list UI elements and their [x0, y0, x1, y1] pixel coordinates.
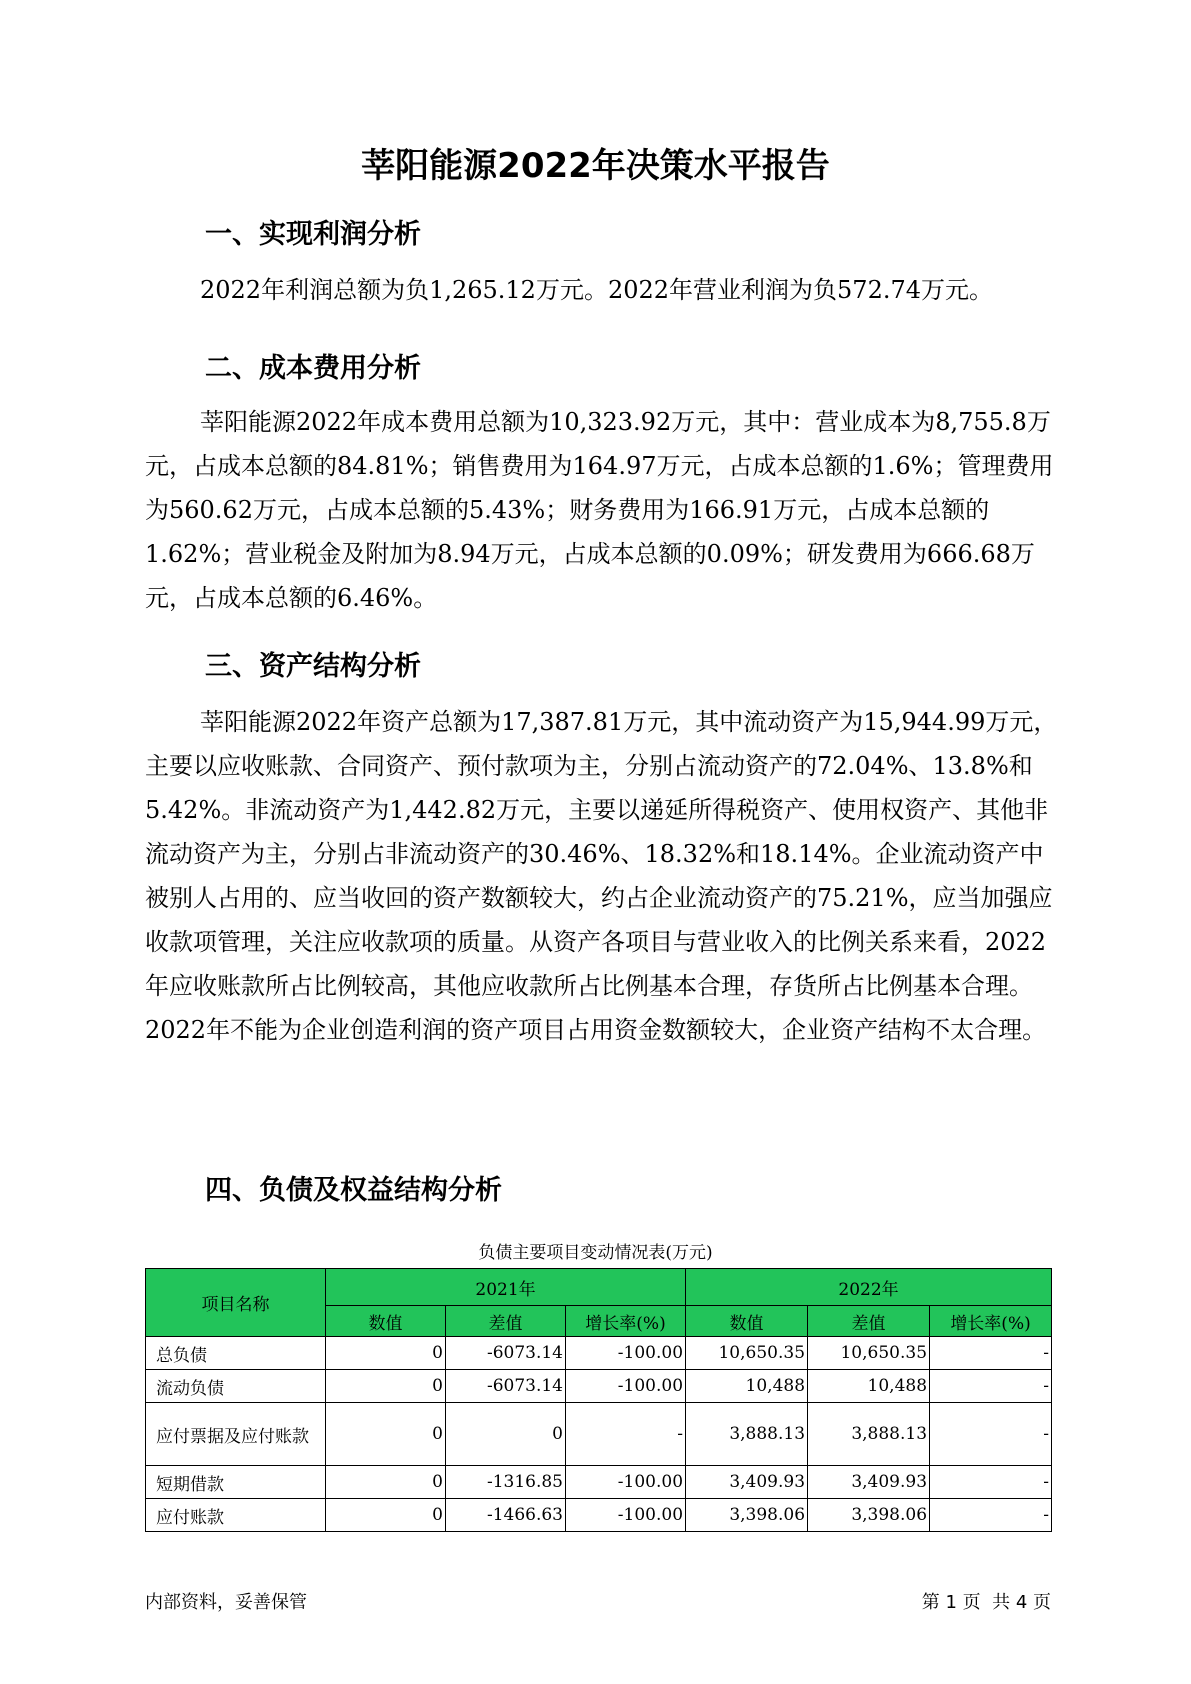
- cell: 10,488: [686, 1370, 808, 1403]
- cell: -100.00: [566, 1370, 686, 1403]
- cell: 10,650.35: [686, 1337, 808, 1370]
- cell: -100.00: [566, 1466, 686, 1499]
- cell: 3,888.13: [686, 1403, 808, 1466]
- section-paragraph-profit: 2022年利润总额为负1,265.12万元。2022年营业利润为负572.74万元。: [200, 276, 994, 304]
- cell: -6073.14: [446, 1370, 566, 1403]
- cell: 3,398.06: [686, 1499, 808, 1532]
- section-heading-liabilities: 四、负债及权益结构分析: [205, 1175, 502, 1206]
- section-paragraph-cost: 莘阳能源2022年成本费用总额为10,323.92万元，其中：营业成本为8,755.8万元，占成本总额的84.81%；销售费用为164.97万元，占成本总额的1.6%；管理费用为560.62万元，占成本总额的5.43%；财务费用为166.91万元，占成本总额的1.62%；营业税金及附加为8.94万元，占成本总额的0.09%；研发费用为666.68万元，占成本总额的6.46%。: [145, 408, 1054, 612]
- cell: -: [566, 1403, 686, 1466]
- table-caption: 负债主要项目变动情况表(万元): [478, 1243, 713, 1263]
- cell: -1466.63: [446, 1499, 566, 1532]
- table-header-year-2021: 2021年: [326, 1269, 686, 1306]
- cell: 0: [326, 1403, 446, 1466]
- table-row: [146, 1403, 1052, 1466]
- row-name: 应付账款: [146, 1499, 326, 1532]
- cell: 3,888.13: [808, 1403, 930, 1466]
- table-row: [146, 1466, 1052, 1499]
- table-subheader-growth-2022: 增长率(%): [930, 1306, 1052, 1337]
- section-heading-cost: 二、成本费用分析: [205, 353, 421, 384]
- cell: -1316.85: [446, 1466, 566, 1499]
- row-name: 总负债: [146, 1337, 326, 1370]
- table-subheader-diff-2021: 差值: [446, 1306, 566, 1337]
- cell: 3,409.93: [808, 1466, 930, 1499]
- section-heading-profit: 一、实现利润分析: [205, 219, 421, 250]
- cell: -: [930, 1370, 1052, 1403]
- liabilities-table: [145, 1268, 1052, 1532]
- cell: -: [930, 1337, 1052, 1370]
- table-row: [146, 1370, 1052, 1403]
- cell: -: [930, 1466, 1052, 1499]
- table-subheader-growth-2021: 增长率(%): [566, 1306, 686, 1337]
- row-name: 短期借款: [146, 1466, 326, 1499]
- cell: 10,650.35: [808, 1337, 930, 1370]
- cell: 10,488: [808, 1370, 930, 1403]
- row-name: 流动负债: [146, 1370, 326, 1403]
- cell: 0: [326, 1466, 446, 1499]
- table-row: [146, 1499, 1052, 1532]
- section-heading-assets: 三、资产结构分析: [205, 651, 421, 682]
- cell: 0: [326, 1370, 446, 1403]
- table-header-item: 项目名称: [146, 1269, 326, 1337]
- cell: -6073.14: [446, 1337, 566, 1370]
- cell: 0: [326, 1337, 446, 1370]
- footer-page-number: 第 1 页 共 4 页: [921, 1592, 1051, 1613]
- cell: 3,409.93: [686, 1466, 808, 1499]
- cell: -100.00: [566, 1499, 686, 1532]
- cell: 3,398.06: [808, 1499, 930, 1532]
- table-header-year-2022: 2022年: [686, 1269, 1052, 1306]
- row-name: 应付票据及应付账款: [146, 1403, 326, 1466]
- cell: -: [930, 1403, 1052, 1466]
- report-title: 莘阳能源2022年决策水平报告: [361, 146, 830, 186]
- cell: -: [930, 1499, 1052, 1532]
- table-subheader-value-2022: 数值: [686, 1306, 808, 1337]
- cell: -100.00: [566, 1337, 686, 1370]
- section-paragraph-assets: 莘阳能源2022年资产总额为17,387.81万元，其中流动资产为15,944.99万元，主要以应收账款、合同资产、预付款项为主，分别占流动资产的72.04%、13.8%和5.42%。非流动资产为1,442.82万元，主要以递延所得税资产、使用权资产、其他非流动资产为主，分别占非流动资产的30.46%、18.32%和18.14%。企业流动资产中被别人占用的、应当收回的资产数额较大，约占企业流动资产的75.21%，应当加强应收款项管理，关注应收款项的质量。从资产各项目与营业收入的比例关系来看，2022年应收账款所占比例较高，其他应收款所占比例基本合理，存货所占比例基本合理。2022年不能为企业创造利润的资产项目占用资金数额较大，企业资产结构不太合理。: [145, 708, 1058, 1044]
- cell: 0: [446, 1403, 566, 1466]
- footer-confidential-note: 内部资料，妥善保管: [145, 1592, 307, 1613]
- cell: 0: [326, 1499, 446, 1532]
- table-row: [146, 1337, 1052, 1370]
- table-subheader-diff-2022: 差值: [808, 1306, 930, 1337]
- table-subheader-value-2021: 数值: [326, 1306, 446, 1337]
